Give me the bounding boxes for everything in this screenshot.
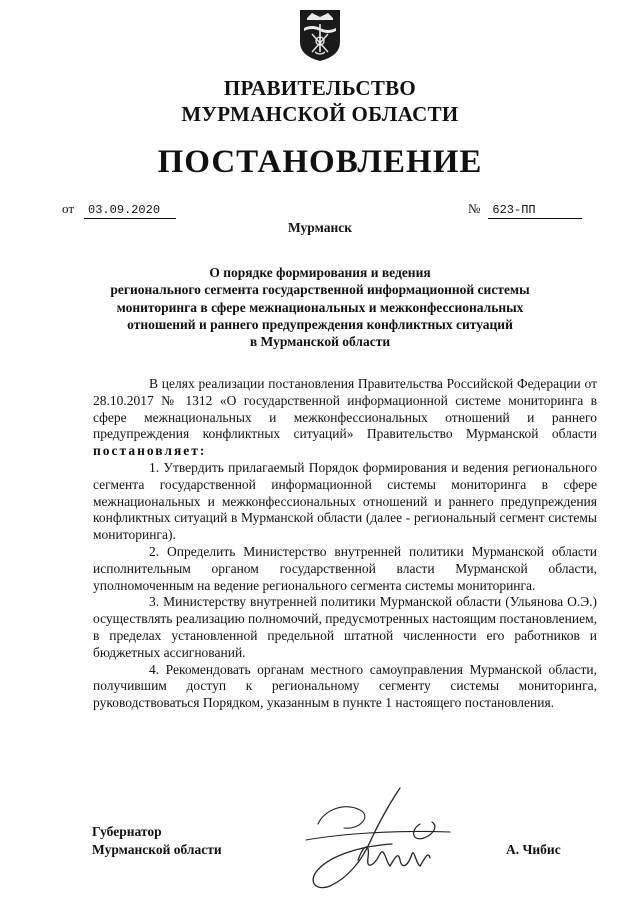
government-line-1: ПРАВИТЕЛЬСТВО (223, 76, 417, 100)
government-line-2: МУРМАНСКОЙ ОБЛАСТИ (181, 102, 459, 126)
number-prefix: № (468, 201, 481, 216)
preamble-text: В целях реализации постановления Правительства Российской Федерации от 28.10.2017 № 1312 «О государственной информационной системе мониторинга в сфере межнациональных и межконфессиональных отношений и раннего предупреждения конфликтных ситуаций» Правительство Мурманской области (93, 376, 597, 442)
subject-line: мониторинга в сфере межнациональных и межконфессиональных (116, 299, 524, 315)
document-type-heading: ПОСТАНОВЛЕНИЕ (157, 144, 483, 180)
document-body (93, 376, 597, 712)
body-item-2: 2. Определить Министерство внутренней политики Мурманской области исполнительным органом государственной власти Мурманской области, уполномоченным на ведение регионального сегмента системы мониторинга. (93, 543, 597, 593)
date-prefix: от (62, 201, 75, 216)
number-value: 623-ПП (488, 202, 582, 219)
signer-name: А. Чибис (506, 842, 561, 857)
body-item-3: 3. Министерству внутренней политики Мурманской области (Ульянова О.Э.) осуществлять реализацию полномочий, предусмотренных настоящим постановлением, в пределах установленной предельной штатной численности его работников и бюджетных ассигнований. (93, 594, 597, 660)
subject-line: отношений и раннего предупреждения конфликтных ситуаций (127, 316, 513, 332)
subject-line: в Мурманской области (249, 334, 391, 350)
document-date (62, 199, 176, 219)
body-item-4: 4. Рекомендовать органам местного самоуправления Мурманской области, получившим доступ к региональному сегменту системы мониторинга, руководствоваться Порядком, указанным в пункте 1 настоящего постановления. (93, 661, 597, 711)
date-value: 03.09.2020 (84, 202, 176, 219)
document-number (468, 199, 582, 219)
murmansk-region-coat-of-arms-icon (298, 8, 342, 62)
position-line-1: Губернатор (92, 824, 162, 839)
issue-city: Мурманск (287, 220, 353, 235)
document-subject (70, 264, 570, 350)
handwritten-signature (300, 780, 470, 895)
subject-line: регионального сегмента государственной информационной системы (110, 282, 530, 298)
government-title (0, 75, 640, 127)
body-item-1: 1. Утвердить прилагаемый Порядок формирования и ведения регионального сегмента государственной информационной системы мониторинга в сфере межнациональных и межконфессиональных отношений и раннего предупреждения конфликтных ситуаций в Мурманской области (далее - региональный сегмент системы мониторинга). (93, 459, 597, 543)
subject-line: О порядке формирования и ведения (209, 265, 431, 280)
signatory-position (92, 823, 222, 859)
preamble-paragraph (93, 376, 597, 460)
position-line-2: Мурманской области (92, 842, 222, 857)
decision-word: постановляет: (93, 443, 207, 459)
